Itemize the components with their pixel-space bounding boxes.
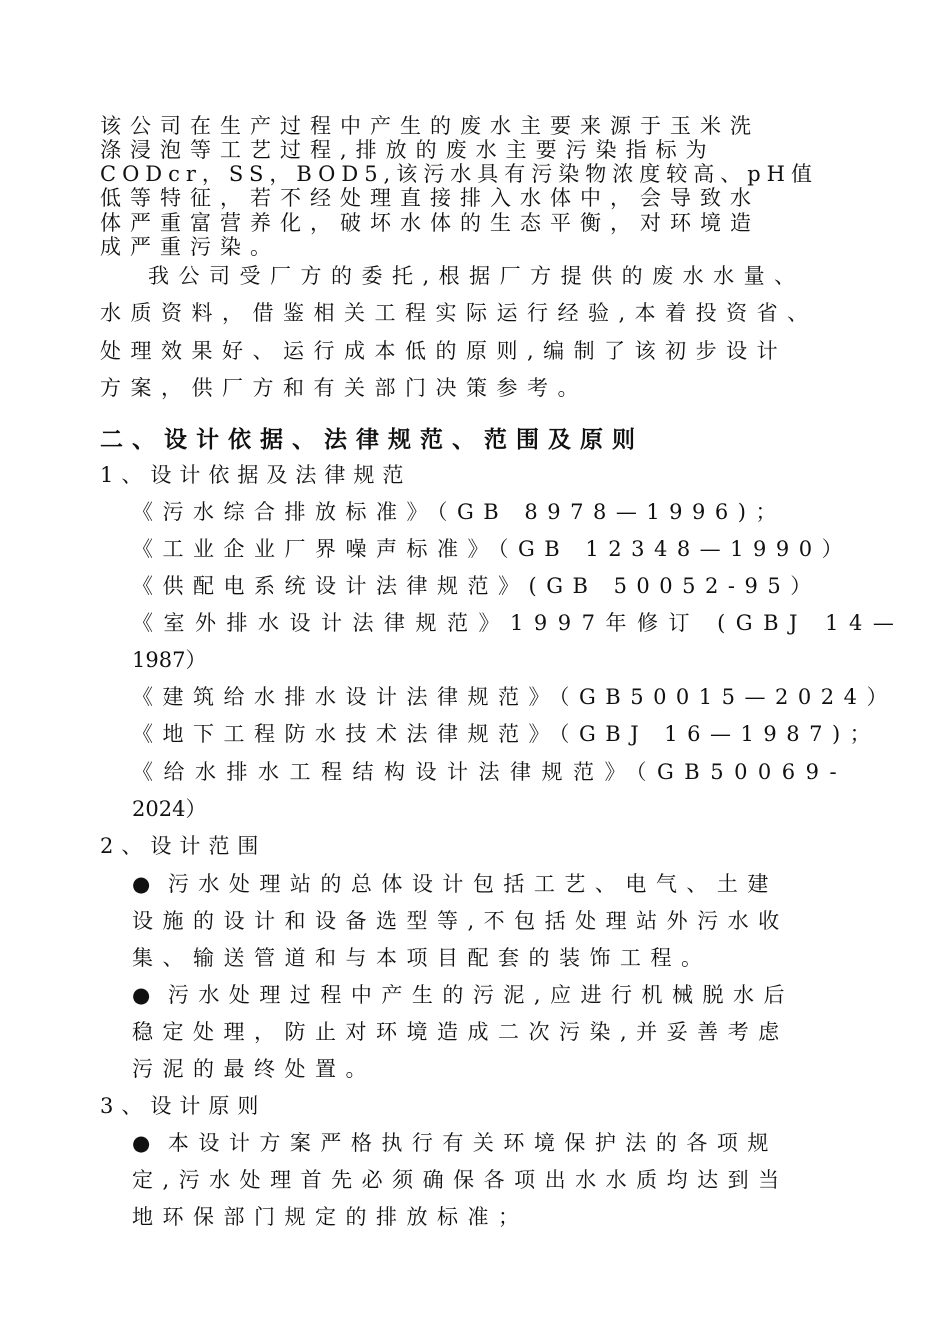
scope-text: 污水处理站的总体设计包括工艺、电气、土建 [167,872,778,896]
standard-item-continued: 2024） [132,797,207,821]
section-heading: 二、设计依据、法律规范、范围及原则 [100,426,644,453]
scope-line: 设施的设计和设备选型等,不包括处理站外污水收 [132,909,789,933]
scope-line: 稳定处理，防止对环境造成二次污染,并妥善考虑 [132,1020,789,1044]
standard-item-continued: 1987） [132,648,207,672]
intro-line: 低等特征，若不经处理直接排入水体中，会导致水 [100,186,760,210]
principle-line: 定,污水处理首先必须确保各项出水水质均达到当 [132,1168,789,1192]
principle-bullet-line [132,1127,778,1157]
standard-item: 《工业企业厂界噪声标准》（GB 12348—1990） [132,537,853,561]
standard-item: 《室外排水设计法律规范》1997年修订 (GBJ 14— [132,611,905,635]
intro-line: 涤浸泡等工艺过程,排放的废水主要污染指标为 [100,138,716,162]
intro-line: 体严重富营养化，破坏水体的生态平衡，对环境造 [100,211,760,235]
scope-text: 污水处理过程中产生的污泥,应进行机械脱水后 [167,983,795,1007]
principle-line: 地环保部门规定的排放标准； [132,1205,529,1229]
subsection-title: 3、设计原则 [100,1094,267,1118]
paragraph-line: 方案，供厂方和有关部门决策参考。 [100,376,588,400]
bullet-icon: ● [132,872,160,896]
paragraph-line: 我公司受厂方的委托,根据厂方提供的废水水量、 [148,264,805,288]
scope-line: 污泥的最终处置。 [132,1057,376,1081]
scope-bullet-line [132,979,794,1009]
bullet-icon: ● [132,1131,160,1155]
principle-text: 本设计方案严格执行有关环境保护法的各项规 [167,1131,778,1155]
subsection-title: 1、设计依据及法律规范 [100,463,412,487]
scope-line: 集、输送管道和与本项目配套的装饰工程。 [132,946,712,970]
paragraph-line: 处理效果好、运行成本低的原则,编制了该初步设计 [100,339,788,363]
standard-item: 《供配电系统设计法律规范》(GB 50052-95） [132,574,821,598]
bullet-icon: ● [132,983,160,1007]
scope-bullet-line [132,868,778,898]
standard-item: 《建筑给水排水设计法律规范》（GB50015—2024） [132,685,897,709]
paragraph-line: 水质资料，借鉴相关工程实际运行经验,本着投资省、 [100,301,818,325]
intro-line: 成严重污染。 [100,235,280,259]
intro-line: 该公司在生产过程中产生的废水主要来源于玉米洗 [100,114,760,138]
standard-item: 《给水排水工程结构设计法律规范》（GB50069- [132,760,848,784]
standard-item: 《地下工程防水技术法律规范》（GBJ 16—1987)； [132,722,881,746]
subsection-title: 2、设计范围 [100,834,267,858]
intro-line: CODcr，SS，BOD5,该污水具有污染物浓度较高、pH值 [100,162,818,186]
standard-item: 《污水综合排放标准》（GB 8978—1996)； [132,500,786,524]
